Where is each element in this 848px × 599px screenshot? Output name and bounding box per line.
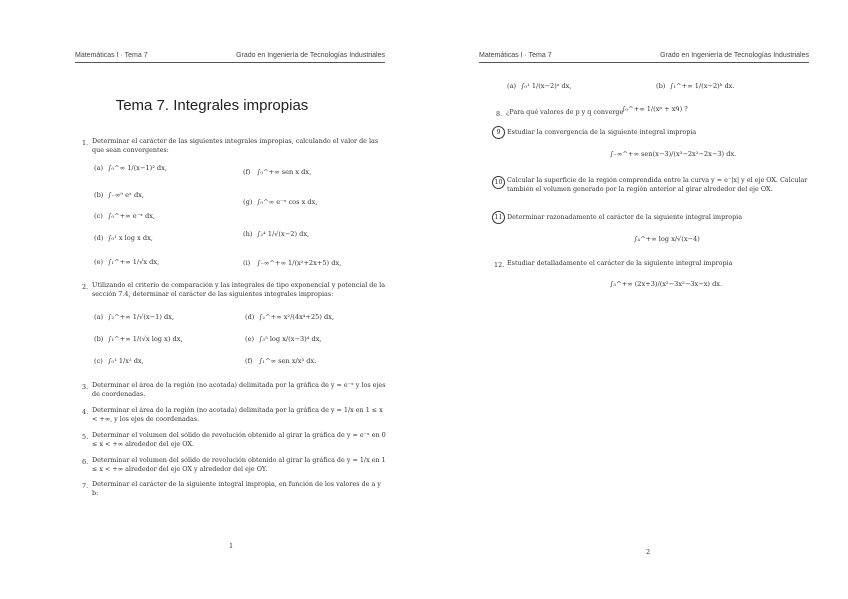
page-number: 1 xyxy=(229,542,234,550)
q2-item-b: (b) ∫₁^+∞ 1/(√x log x) dx, xyxy=(94,335,183,343)
q1-item-b: (b) ∫₋∞⁰ eˣ dx, xyxy=(94,191,144,199)
q1-item-h: (h) ∫₂⁴ 1/√(x−2) dx, xyxy=(243,230,310,238)
running-header xyxy=(75,50,385,63)
q1-item-c: (c) ∫₀^+∞ e⁻ˣ dx, xyxy=(94,212,156,220)
page-right xyxy=(424,0,848,599)
q1-item-g: (g) ∫₀^∞ e⁻ˣ cos x dx, xyxy=(243,198,318,206)
header-left: Matemáticas I · Tema 7 xyxy=(75,52,148,59)
q11-text: Determinar razonadamente el carácter de la siguiente integral impropia xyxy=(507,213,743,221)
q4-number: 4. xyxy=(82,408,89,416)
q1-item-f: (f) ∫₀^+∞ sen x dx, xyxy=(243,168,312,176)
q8-text: ¿Para qué valores de p y q converge xyxy=(506,108,624,116)
q10-number-circled: 10 xyxy=(492,176,505,189)
q6-text: Determinar el volumen del sólido de revolución obtenido al girar la gráfica de y = 1/x en 1 ≤ x < +∞ alrededor del eje OX y alrededor del eje OY. xyxy=(92,456,386,473)
q1-item-i: (i) ∫₋∞^+∞ 1/(x²+2x+5) dx, xyxy=(243,259,342,267)
q11-number-circled: 11 xyxy=(492,211,505,224)
q4-text: Determinar el área de la región (no acotada) delimitada por la gráfica de y = 1/x en 1 ≤ x < +∞, y los ejes de coordenadas. xyxy=(92,406,383,423)
q10-text: Calcular la superficie de la región comprendida entre la curva y = e⁻|x| y el eje OX. Calcular también el volumen generado por la región anterior al girar alrededor del eje OX. xyxy=(507,176,808,193)
q3-text: Determinar el área de la región (no acotada) delimitada por la gráfica de y = e⁻ˣ y los ejes de coordenadas. xyxy=(92,381,386,398)
q7-number: 7. xyxy=(82,482,89,490)
page-title: Tema 7. Integrales impropias xyxy=(115,97,309,114)
q12-text: Estudiar detalladamente el carácter de la siguiente integral impropia xyxy=(507,259,733,267)
q2-item-a: (a) ∫₂^+∞ 1/√(x−1) dx, xyxy=(94,313,175,321)
q5-text: Determinar el volumen del sólido de revolución obtenido al girar la gráfica de y = e⁻ˣ en 0 ≤ x < +∞ alrededor del eje OX. xyxy=(92,431,386,448)
header-right: Grado en Ingeniería de Tecnologías Industriales xyxy=(660,52,809,59)
q2-item-d: (d) ∫₂^+∞ x²/(4x⁴+25) dx, xyxy=(245,313,335,321)
q1-item-e: (e) ∫₁^+∞ 1/√x dx, xyxy=(94,258,160,266)
q1-number: 1. xyxy=(82,139,89,147)
q3-number: 3. xyxy=(82,383,89,391)
q9-integral: ∫₋∞^+∞ sen(x−3)/(x³−2x²−2x−3) dx. xyxy=(610,150,737,158)
q6-number: 6. xyxy=(82,458,89,466)
q2-item-c: (c) ∫₀¹ 1/x² dx, xyxy=(94,357,144,365)
q2-number: 2. xyxy=(82,283,89,291)
q8-integral: ∫₀^+∞ 1/(xᵖ + xᑫ) ? xyxy=(622,105,688,113)
q7-item-a: (a) ∫₀¹ 1/(x−2)ᵃ dx, xyxy=(507,82,572,90)
header-left: Matemáticas I · Tema 7 xyxy=(479,52,552,59)
q2-text: Utilizando el criterio de comparación y las integrales de tipo exponencial y potencial de la sección 7.4, determinar el carácter de las siguientes integrales impropias: xyxy=(92,281,386,298)
q9-text: Estudiar la convergencia de la siguiente integral impropia xyxy=(507,128,697,136)
q7-text: Determinar el carácter de la siguiente integral impropia, en función de los valores de a y b: xyxy=(92,480,381,497)
running-header xyxy=(479,50,809,63)
q12-number: 12. xyxy=(494,261,505,269)
q1-item-d: (d) ∫₀¹ x log x dx, xyxy=(94,234,153,242)
q1-item-a: (a) ∫₀^∞ 1/(x−1)² dx, xyxy=(94,164,167,172)
q8-number: 8. xyxy=(496,110,503,118)
q2-item-e: (e) ∫₃⁵ log x/(x−3)⁴ dx, xyxy=(245,335,322,343)
q11-integral: ∫₄^+∞ log x/√(x−4) xyxy=(634,235,700,243)
q2-item-f: (f) ∫₁^∞ sen x/x³ dx. xyxy=(245,357,317,365)
page-number: 2 xyxy=(646,548,651,556)
q12-integral: ∫₃^+∞ (2x+3)/(x²−3x²−3x−x) dx. xyxy=(610,280,723,288)
q7-item-b: (b) ∫₁^+∞ 1/(x−2)ᵇ dx. xyxy=(656,82,735,90)
q5-number: 5. xyxy=(82,433,89,441)
q1-text: Determinar el carácter de las siguientes integrales impropias, calculando el valor de las que sean convergentes: xyxy=(92,137,379,154)
header-right: Grado en Ingeniería de Tecnologías Industriales xyxy=(236,52,385,59)
q9-number-circled: 9 xyxy=(492,126,505,139)
